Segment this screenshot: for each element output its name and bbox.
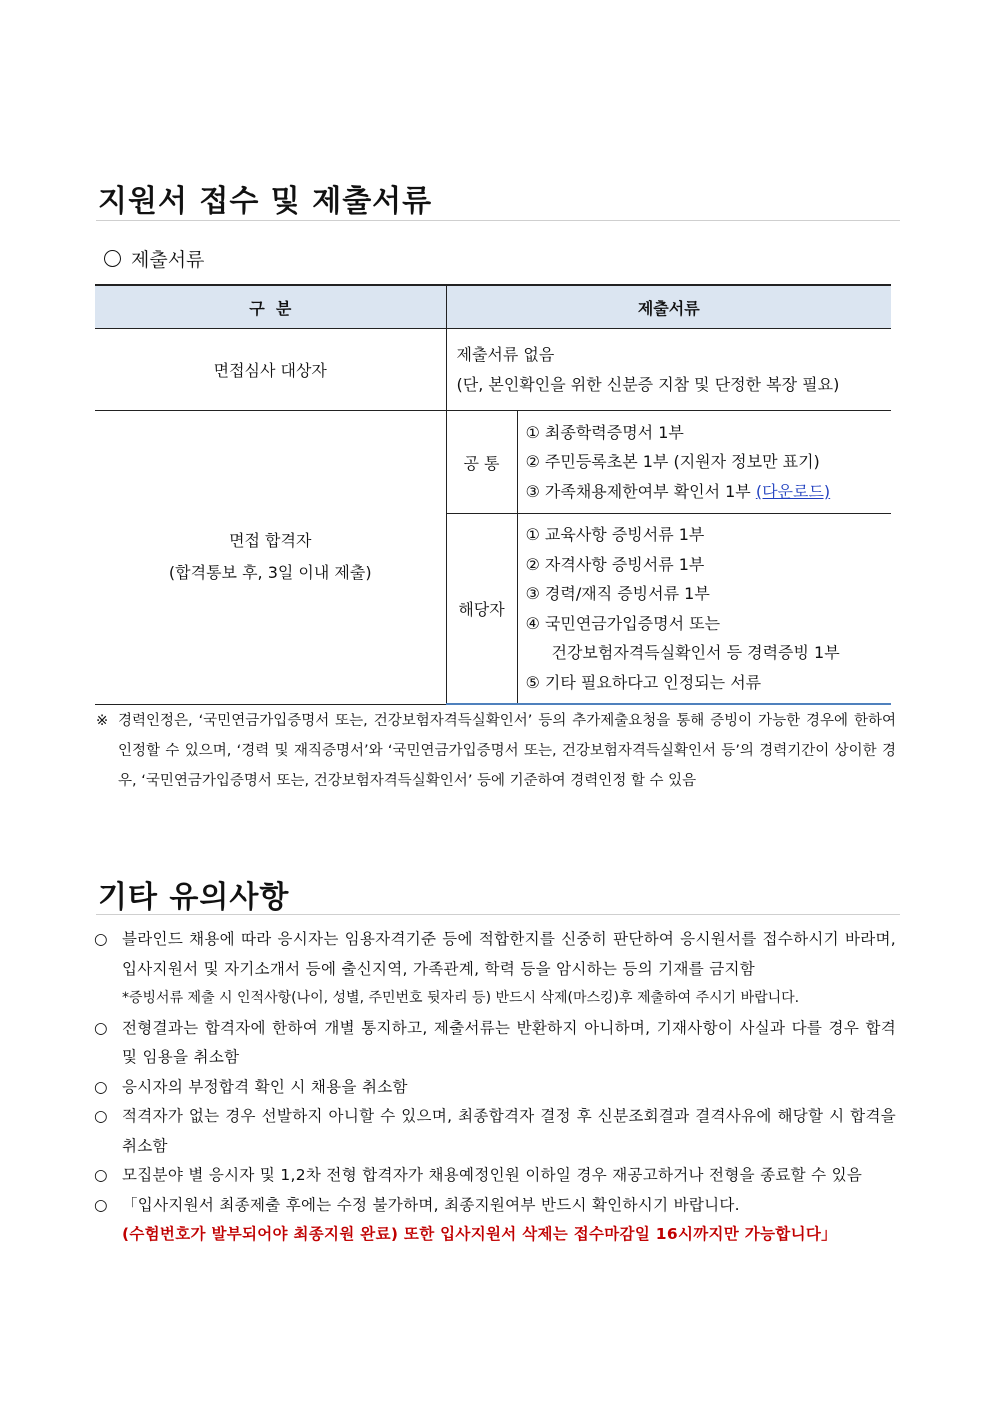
career-note <box>96 706 896 796</box>
category-line: (합격통보 후, 3일 이내 제출) <box>168 563 372 583</box>
row-category-passed <box>95 411 446 705</box>
subcategory-common: 공 통 <box>446 411 517 514</box>
list-item <box>94 1014 896 1073</box>
doc-line <box>526 477 884 507</box>
circle-bullet-icon: ○ <box>94 930 108 948</box>
notice-subtext: *증빙서류 제출 시 인적사항(나이, 성별, 주민번호 뒷자리 등) 반드시 삭제(마스킹)후 제출하여 주시기 바랍니다. <box>122 990 800 1006</box>
circle-bullet-icon: ○ <box>94 1107 108 1125</box>
title-divider <box>96 220 900 221</box>
doc-line: ③ 경력/재직 증빙서류 1부 <box>525 584 710 603</box>
doc-line: ② 주민등록초본 1부 (지원자 정보만 표기) <box>525 452 820 472</box>
notice-text: 「입사지원서 최종제출 후에는 수정 불가하며, 최종지원여부 반드시 확인하시기 바랍니다. <box>122 1195 740 1214</box>
section-title-application: 지원서 접수 및 제출서류 <box>98 184 433 219</box>
doc-line: ① 교육사항 증빙서류 1부 <box>525 525 705 544</box>
notice-text: 전형결과는 합격자에 한하여 개별 통지하고, 제출서류는 반환하지 아니하며, 기재사항이 사실과 다를 경우 합격 및 임용을 취소함 <box>122 1018 896 1066</box>
table-row <box>95 411 891 514</box>
notice-text: 응시자의 부정합격 확인 시 채용을 취소함 <box>122 1077 408 1096</box>
reference-mark: ※ <box>96 713 109 729</box>
row-category-interview: 면접심사 대상자 <box>95 329 446 411</box>
subheading-label: 제출서류 <box>131 249 205 271</box>
table-row <box>95 329 891 411</box>
list-item <box>94 1161 896 1191</box>
notice-list <box>94 925 896 1250</box>
row-docs-interview <box>446 329 891 411</box>
circle-bullet-icon: ○ <box>94 1077 108 1096</box>
notice-text: 블라인드 채용에 따라 응시자는 임용자격기준 등에 적합한지를 신중히 판단하여 응시원서를 접수하시기 바라며, 입사지원서 및 자기소개서 등에 출신지역, 가족관계, 학력 등을 암시하는 등의 기재를 금지함 <box>122 930 896 978</box>
doc-line-text: ③ 가족채용제한여부 확인서 1부 <box>525 481 756 501</box>
download-link[interactable]: (다운로드) <box>755 481 831 501</box>
doc-line: (단, 본인확인을 위한 신분증 지참 및 단정한 복장 필요) <box>456 374 840 394</box>
circle-bullet-icon: ○ <box>94 1166 108 1184</box>
list-item <box>94 1102 896 1161</box>
circle-bullet-icon: ○ <box>94 1018 108 1037</box>
applicable-docs <box>517 514 891 705</box>
header-documents: 제출서류 <box>446 285 891 329</box>
doc-line: 건강보험자격득실확인서 등 경력증빙 1부 <box>551 643 840 662</box>
circle-bullet-icon: ○ <box>94 1195 108 1214</box>
category-line: 면접 합격자 <box>229 531 312 551</box>
table-header-row <box>95 285 891 329</box>
list-item <box>94 925 896 1014</box>
notice-text: 모집분야 별 응시자 및 1,2차 전형 합격자가 채용예정인원 이하일 경우 재공고하거나 전형을 종료할 수 있음 <box>122 1166 863 1184</box>
section-title-notices: 기타 유의사항 <box>98 880 290 915</box>
header-category: 구 분 <box>95 285 446 329</box>
documents-table <box>95 284 891 705</box>
doc-line: ④ 국민연금가입증명서 또는 <box>525 613 721 633</box>
subheading-documents <box>104 245 204 272</box>
title-divider <box>96 914 900 915</box>
notice-text: 적격자가 없는 경우 선발하지 아니할 수 있으며, 최종합격자 결정 후 신분조회결과 결격사유에 해당할 시 합격을 취소함 <box>122 1107 896 1155</box>
career-note-text: 경력인정은, ‘국민연금가입증명서 또는, 건강보험자격득실확인서’ 등의 추가제출요청을 통해 증빙이 가능한 경우에 한하여 인정할 수 있으며, ‘경력 및 재직증명서’와 ‘국민연금가입증명서 또는, 건강보험자격득실확인서 등’의 경력기간이 상이한 경우, ‘국민연금가입증명서 또는, 건강보험자격득실확인서’ 등에 기준하여 경력인정 할 수 있음 <box>118 713 896 789</box>
doc-line: ② 자격사항 증빙서류 1부 <box>525 554 705 574</box>
list-item <box>94 1073 896 1103</box>
doc-line: 제출서류 없음 <box>456 344 555 364</box>
common-docs <box>517 411 891 514</box>
subcategory-applicable: 해당자 <box>446 514 517 705</box>
doc-line: ① 최종학력증명서 1부 <box>525 422 684 442</box>
list-item <box>94 1191 896 1250</box>
deadline-warning: (수험번호가 발부되어야 최종지원 완료) 또한 입사지원서 삭제는 접수마감일 16시까지만 가능합니다」 <box>122 1225 837 1243</box>
doc-line: ⑤ 기타 필요하다고 인정되는 서류 <box>525 672 762 692</box>
circle-bullet-icon <box>104 250 121 267</box>
